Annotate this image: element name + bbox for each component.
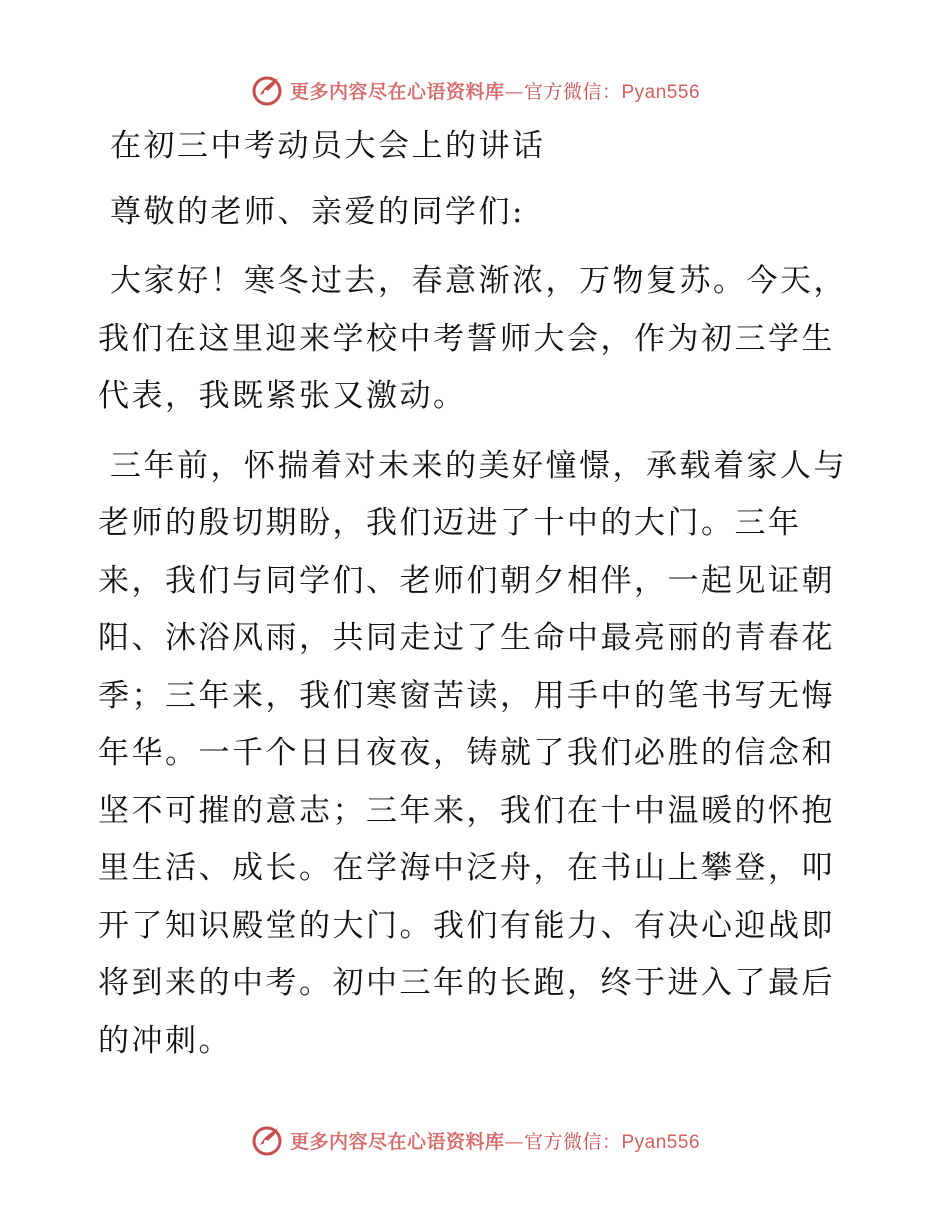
banner-text: 更多内容尽在心语资料库—官方微信：Pyan556 <box>289 80 701 103</box>
header-watermark-banner <box>0 70 950 110</box>
document-title: 在初三中考动员大会上的讲话 <box>110 128 546 164</box>
paragraph-2: 三年前，怀揣着对未来的美好憧憬，承载着家人与老师的殷切期盼，我们迈进了十中的大门。三年来，我们与同学们、老师们朝夕相伴，一起见证朝阳、沐浴风雨，共同走过了生命中最亮丽的青春花季；三年来，我们寒窗苦读，用手中的笔书写无悔年华。一千个日日夜夜，铸就了我们必胜的信念和坚不可摧的意志；三年来，我们在十中温暖的怀抱里生活、成长。在学海中泛舟，在书山上攀登，叩开了知识殿堂的大门。我们有能力、有决心迎战即将到来的中考。初中三年的长跑，终于进入了最后的冲刺。 <box>98 447 847 1059</box>
salutation: 尊敬的老师、亲爱的同学们: <box>110 193 525 230</box>
pen-logo-icon <box>250 1123 284 1157</box>
pen-logo-icon <box>250 73 284 107</box>
banner-text: 更多内容尽在心语资料库—官方微信：Pyan556 <box>289 1130 701 1153</box>
paragraph-1: 大家好！寒冬过去，春意渐浓，万物复苏。今天，我们在这里迎来学校中考誓师大会，作为初三学生代表，我既紧张又激动。 <box>98 263 847 414</box>
document-body <box>98 118 858 1070</box>
footer-watermark-banner <box>0 1120 950 1160</box>
